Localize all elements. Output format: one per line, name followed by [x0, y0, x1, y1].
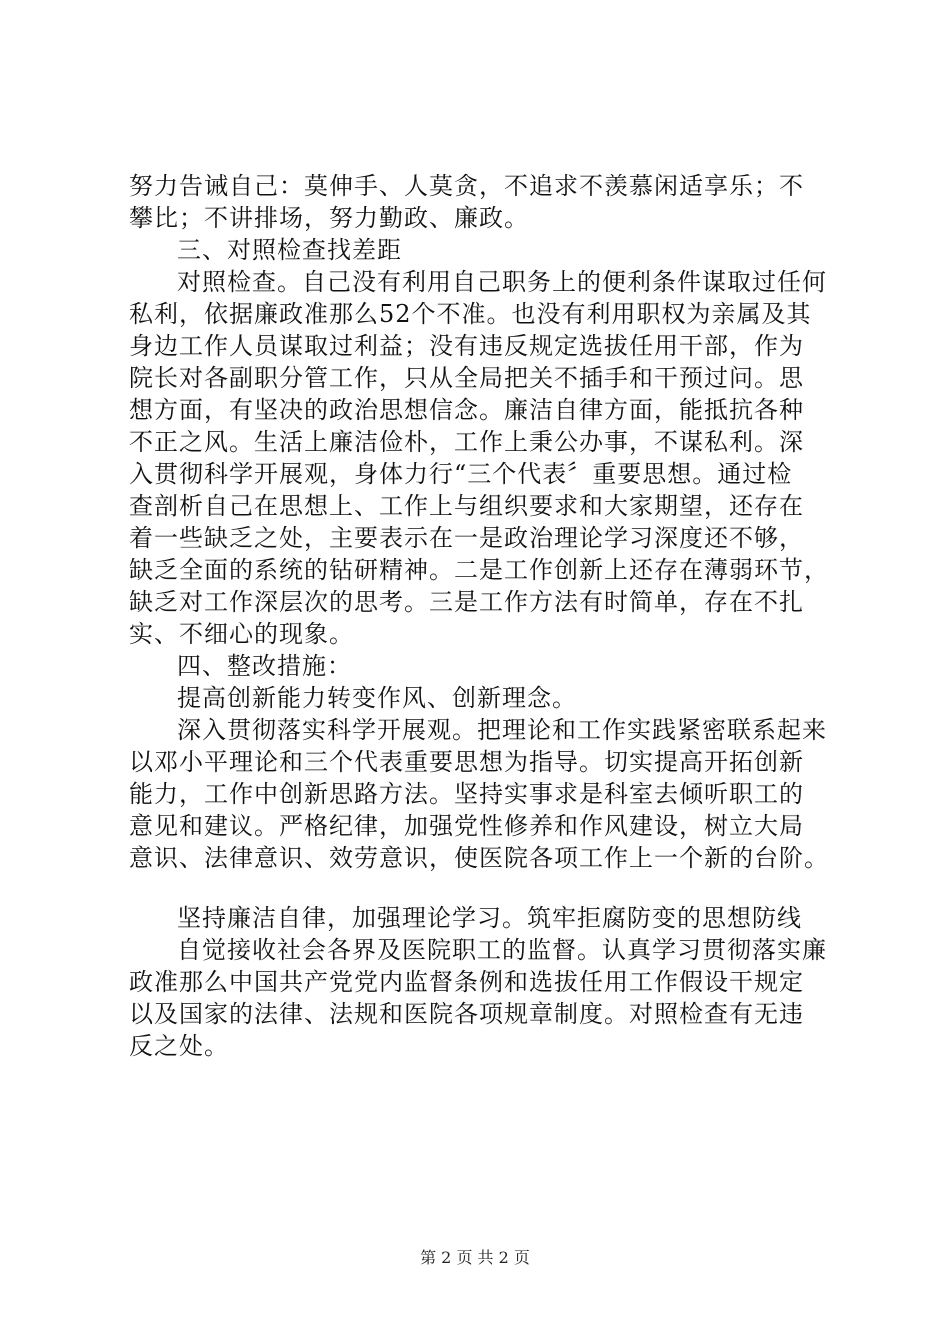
- section-heading-4: 四、整改措施：: [177, 652, 352, 680]
- text-line: 以邓小平理论和三个代表重要思想为指导。切实提高开拓创新: [129, 748, 804, 776]
- text-line: 身边工作人员谋取过利益；没有违反规定选拔任用干部，作为: [129, 332, 804, 360]
- section-heading-3: 三、对照检查找差距: [177, 236, 402, 264]
- text-line: 不正之风。生活上廉洁俭朴，工作上秉公办事，不谋私利。深: [129, 428, 804, 456]
- paragraph-gap: [129, 874, 829, 902]
- text-line: 想方面，有坚决的政治思想信念。廉洁自律方面，能抵抗各种: [129, 396, 804, 424]
- text-line: 对照检查。自己没有利用自己职务上的便利条件谋取过任何: [177, 268, 827, 296]
- text-line: 反之处。: [129, 1032, 229, 1060]
- text-line: 查剖析自己在思想上、工作上与组织要求和大家期望，还存在: [129, 492, 804, 520]
- text-line: 意识、法律意识、效劳意识，使医院各项工作上一个新的台阶。: [129, 844, 829, 872]
- text-line: 攀比；不讲排场，努力勤政、廉政。: [129, 204, 529, 232]
- text-line: 自觉接收社会各界及医院职工的监督。认真学习贯彻落实廉: [177, 936, 827, 964]
- text-line: 以及国家的法律、法规和医院各项规章制度。对照检查有无违: [129, 1000, 804, 1028]
- text-line: 政准那么中国共产党党内监督条例和选拔任用工作假设干规定: [129, 968, 804, 996]
- text-line: 实、不细心的现象。: [129, 620, 354, 648]
- text-line: 着一些缺乏之处，主要表示在一是政治理论学习深度还不够，: [129, 524, 804, 552]
- text-line: 缺乏对工作深层次的思考。三是工作方法有时简单，存在不扎: [129, 588, 804, 616]
- text-line: 入贯彻科学开展观，身体力行“三个代表〞重要思想。通过检: [129, 460, 793, 488]
- text-line: 私利，依据廉政准那么52个不准。也没有利用职权为亲属及其: [129, 300, 812, 328]
- text-line: 能力，工作中创新思路方法。坚持实事求是科室去倾听职工的: [129, 780, 804, 808]
- text-line: 坚持廉洁自律，加强理论学习。筑牢拒腐防变的思想防线: [177, 904, 802, 932]
- document-body: [129, 170, 829, 1062]
- text-line: 院长对各副职分管工作，只从全局把关不插手和干预过问。思: [129, 364, 804, 392]
- page-number-footer: 第 2 页 共 2 页: [420, 1248, 530, 1267]
- text-line: 意见和建议。严格纪律，加强党性修养和作风建设，树立大局: [129, 812, 804, 840]
- text-line: 缺乏全面的系统的钻研精神。二是工作创新上还存在薄弱环节，: [129, 556, 829, 584]
- text-line: 努力告诫自己：莫伸手、人莫贪，不追求不羡慕闲适享乐；不: [129, 172, 804, 200]
- text-line: 提高创新能力转变作风、创新理念。: [177, 684, 577, 712]
- text-line: 深入贯彻落实科学开展观。把理论和工作实践紧密联系起来: [177, 716, 827, 744]
